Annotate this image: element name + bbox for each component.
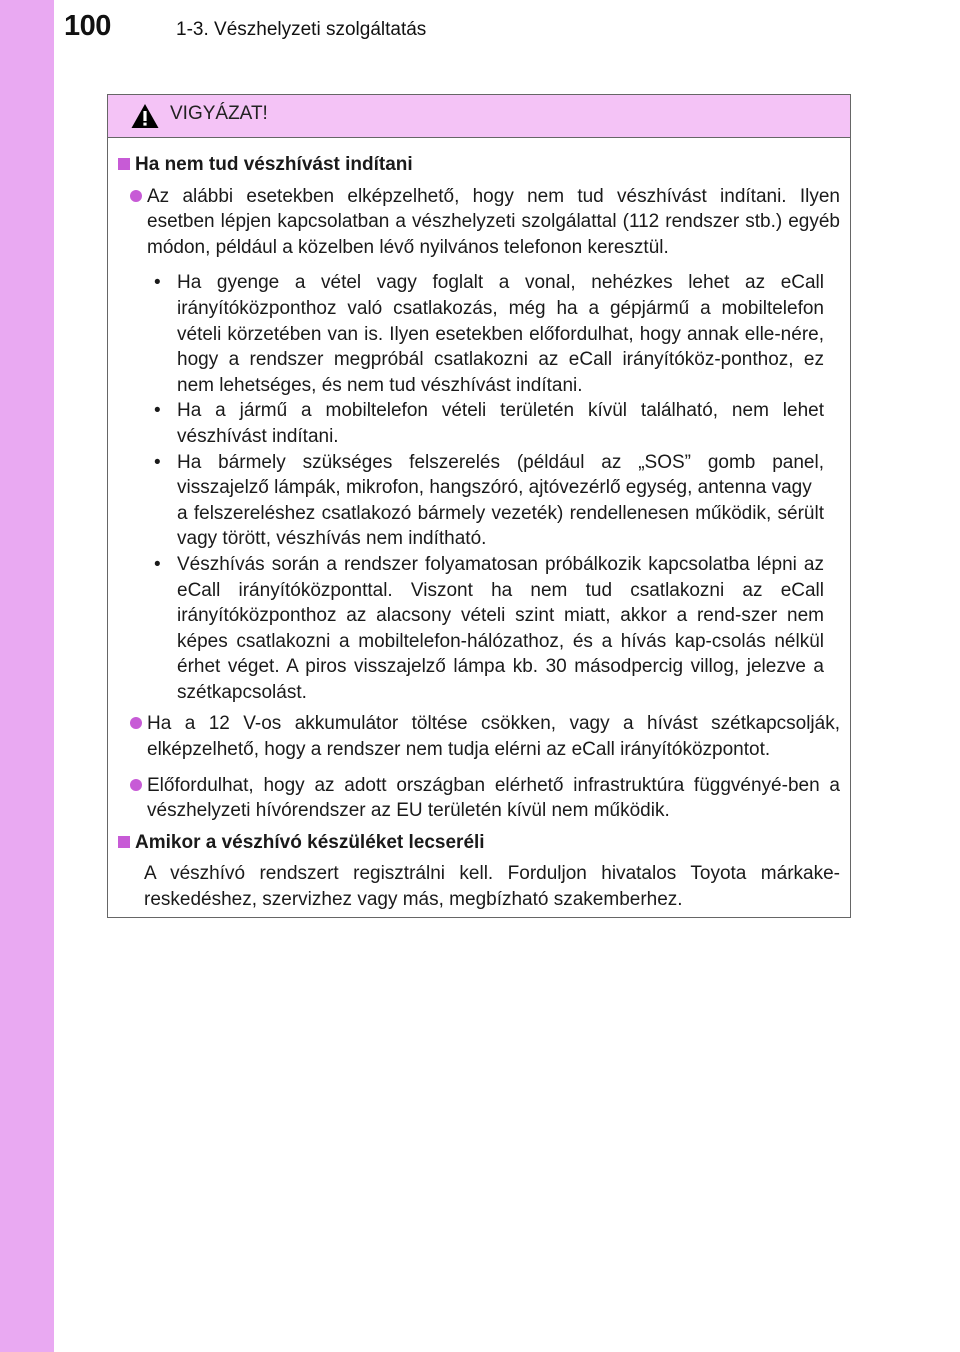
warning-header bbox=[108, 95, 850, 138]
sub-list-item-text: a felszereléshez csatlakozó bármely vezeték) rendellenesen működik, sérült vagy törött, vészhívás nem indítható. bbox=[177, 502, 824, 550]
dot-bullet-icon: • bbox=[154, 451, 161, 473]
sub-list bbox=[154, 270, 840, 705]
dot-bullet-icon: • bbox=[154, 272, 161, 294]
sub-list-item-text: Vészhívás során a rendszer folyamatosan próbálkozik kapcsolatba lépni az eCall irányítóközponttal. Viszont ha nem tud csatlakozni az eCall irányítóközponthoz az alacsony vételi szint miatt, akkor a rend-szer nem képes csatlakozni a mobiltelefon-hálózathoz, és a hívás kap-csolás nélkül érhet véget. A piros visszajelző lámpa kb. 30 másodpercig villog, jelezve a szétkapcsolást. bbox=[177, 553, 824, 703]
list-item-text: Az alábbi esetekben elképzelhető, hogy nem tud vészhívást indítani. Ilyen esetben lépjen kapcsolatban a vészhelyzeti szolgálattal (112 rendszer stb.) egyéb módon, például a közelben lévő nyilvános telefonon keresztül. bbox=[147, 185, 840, 258]
list-item bbox=[130, 711, 840, 762]
sub-list-item-continued bbox=[154, 501, 824, 552]
warning-box bbox=[107, 94, 851, 918]
round-bullet-icon bbox=[130, 717, 142, 729]
sub-list-item-text: Ha a jármű a mobiltelefon vételi területén kívül található, nem lehet vészhívást indítani. bbox=[177, 400, 824, 447]
sub-list-item bbox=[154, 270, 824, 398]
warning-title: VIGYÁZAT! bbox=[170, 103, 268, 124]
square-bullet-icon bbox=[118, 836, 130, 848]
section-title: 1-3. Vészhelyzeti szolgáltatás bbox=[176, 19, 427, 40]
dot-bullet-icon: • bbox=[154, 400, 161, 422]
page-number: 100 bbox=[64, 10, 111, 42]
sub-list-item-text: Ha gyenge a vétel vagy foglalt a vonal, nehézkes lehet az eCall irányítóközponthoz való csatlakozás, még ha a gépjármű a mobiltelefon vételi körzetében van is. Ilyen esetekben előfordulhat, hogy annak elle-nére, hogy a rendszer megpróbál csatlakozni az eCall irányítóköz-ponthoz, ez nem lehetséges, és nem tud vészhívást indítani. bbox=[177, 272, 824, 396]
warning-content bbox=[108, 138, 850, 913]
round-bullet-icon bbox=[130, 779, 142, 791]
dot-bullet-icon: • bbox=[154, 553, 161, 575]
sub-list-item-text: Ha bármely szükséges felszerelés (például az „SOS” gomb panel, visszajelző lámpák, mikrofon, hangszóró, ajtóvezérlő egység, antenna vagy bbox=[177, 451, 824, 499]
side-color-strip bbox=[0, 0, 54, 1352]
section-heading-text: Ha nem tud vészhívást indítani bbox=[135, 154, 413, 175]
section-heading-text: Amikor a vészhívó készüléket lecseréli bbox=[135, 831, 485, 853]
round-bullet-icon bbox=[130, 190, 142, 202]
sub-list-item bbox=[154, 552, 824, 706]
list-item-text: Ha a 12 V-os akkumulátor töltése csökken, vagy a hívást szétkapcsolják, elképzelhető, hogy a rendszer nem tudja elérni az eCall irányítóközpontot. bbox=[147, 713, 840, 761]
square-bullet-icon bbox=[118, 158, 130, 170]
section-heading bbox=[118, 830, 840, 856]
list-item bbox=[130, 184, 840, 261]
warning-triangle-icon bbox=[130, 102, 160, 130]
sub-list-item bbox=[154, 450, 824, 501]
paragraph: A vészhívó rendszert regisztrálni kell. Forduljon hivatalos Toyota márkake-reskedéshez, szervizhez vagy más, megbízható szakemberhez. bbox=[144, 863, 840, 911]
list-item-text: Előfordulhat, hogy az adott országban elérhető infrastruktúra függvényé-ben a vészhelyzeti hívórendszer az EU területén kívül nem működik. bbox=[147, 774, 840, 822]
sub-list-item bbox=[154, 398, 824, 449]
list-item bbox=[130, 773, 840, 824]
section-heading bbox=[118, 152, 840, 178]
